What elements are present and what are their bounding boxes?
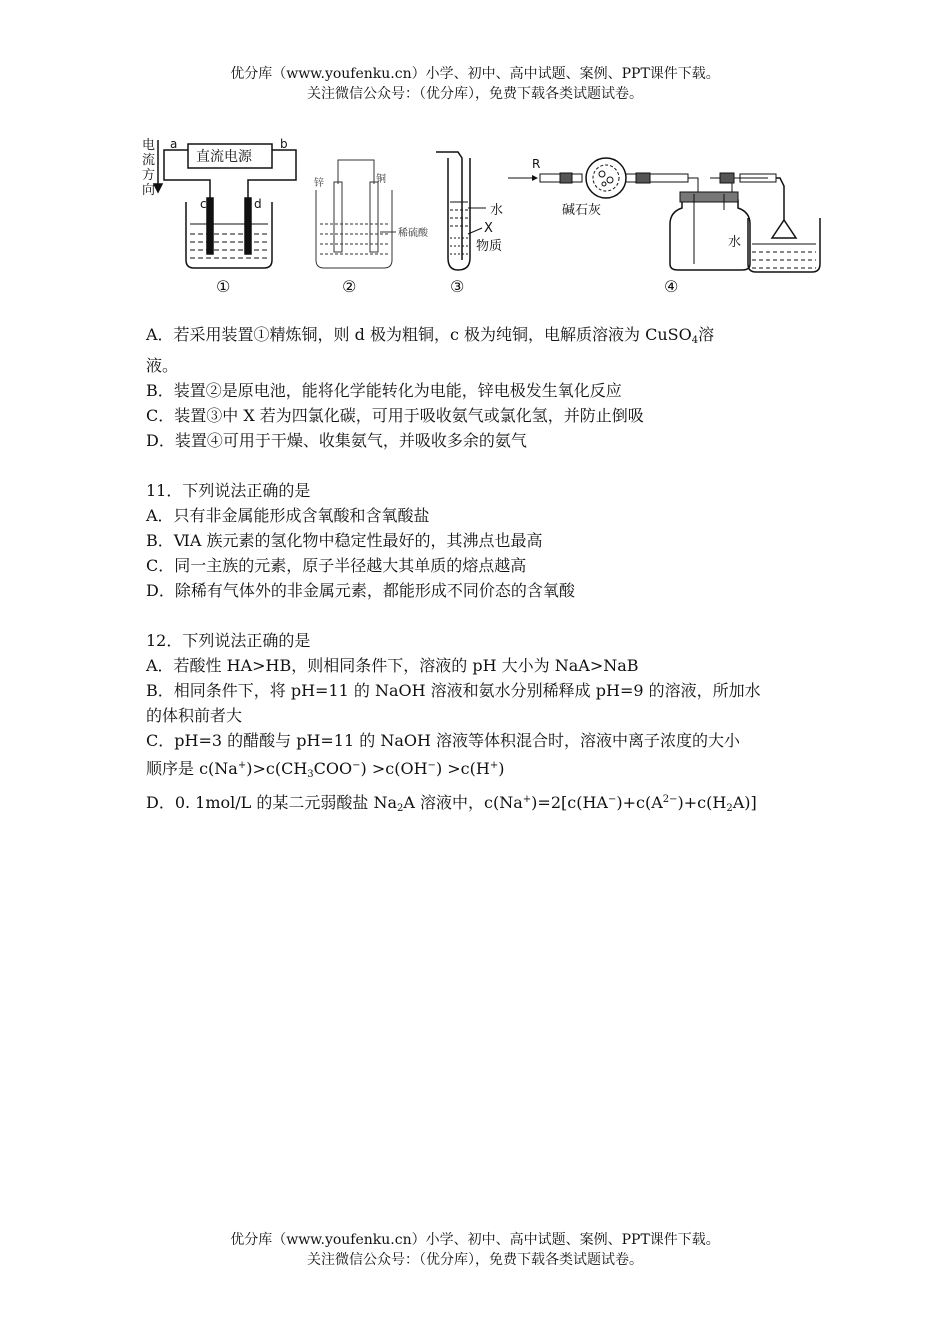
beaker-2 (316, 190, 392, 268)
question-content (146, 322, 816, 821)
q11-option-d: D．除稀有气体外的非金属元素，都能形成不同价态的含氧酸 (146, 581, 575, 600)
apparatus-2 (314, 160, 429, 268)
delivery-tube (436, 152, 462, 260)
water-label-2: 水 (728, 235, 742, 250)
q10-option-d: D．装置④可用于干燥、收集氨气，并吸收多余的氨气 (146, 431, 527, 450)
q12-option-d: D．0. 1mol/L 的某二元弱酸盐 $Na_2A$ 溶液中，$c(Na^+)=2[c(HA^-)+c(A^{2-})+c(H_2A)]$ (146, 793, 757, 814)
q12-option-b: B．相同条件下，将 pH=11 的 NaOH 溶液和氨水分别稀释成 pH=9 的溶液，所加水 (146, 681, 761, 700)
q10-option-a-cont: 液。 (146, 356, 179, 375)
footer-line-2: 关注微信公众号：（优分库），免费下载各类试题试卷。 (307, 1252, 643, 1268)
footer-line-1: 优分库（www.youfenku.cn）小学、初中、高中试题、案例、PPT课件下载。 (230, 1232, 720, 1248)
current-dir-char-4: 向 (142, 183, 156, 198)
apparatus-figure (136, 128, 826, 303)
q12-stem: 12．下列说法正确的是 (146, 631, 311, 650)
connector-tube (626, 174, 688, 182)
power-supply-label: 直流电源 (196, 149, 252, 165)
gas-r-label: R (532, 157, 541, 171)
outlet-tube (776, 178, 784, 220)
bottle-stopper (680, 192, 738, 202)
current-arrow-head (154, 184, 162, 192)
current-dir-char-1: 电 (142, 138, 156, 153)
page-header (0, 64, 950, 104)
q12-option-c: C．pH=3 的醋酸与 pH=11 的 NaOH 溶液等体积混合时，溶液中离子浓度的大小 (146, 731, 741, 750)
caption-1: ① (216, 277, 231, 296)
apparatus-3 (436, 152, 503, 270)
test-tube (448, 158, 470, 270)
caption-2: ② (342, 277, 357, 296)
q10-option-c: C．装置③中 X 若为四氯化碳，可用于吸收氨气或氯化氢，并防止倒吸 (146, 406, 644, 425)
electrode-d (245, 198, 251, 254)
current-dir-char-2: 流 (142, 153, 156, 168)
stopper-2 (720, 173, 734, 183)
cell-wire (338, 160, 374, 184)
apparatus-1 (142, 137, 296, 268)
q11-option-a: A．只有非金属能形成含氧酸和含氧酸盐 (146, 506, 430, 525)
terminal-a-label: a (170, 137, 178, 151)
stopper-1 (560, 173, 572, 183)
electrode-c (207, 198, 213, 254)
header-line-1: 优分库（www.youfenku.cn）小学、初中、高中试题、案例、PPT课件下载。 (230, 66, 720, 82)
zinc-electrode (334, 182, 342, 252)
electrode-d-label: d (254, 197, 262, 211)
q10-option-a: A．若采用装置①精炼铜，则 d 极为粗铜，c 极为纯铜，电解质溶液为 CuSO$_4$溶 (146, 325, 715, 346)
current-dir-char-3: 方 (142, 168, 156, 183)
substance-label: 物质 (476, 239, 503, 254)
header-line-2: 关注微信公众号：（优分库），免费下载各类试题试卷。 (307, 86, 643, 102)
caption-3: ③ (450, 277, 465, 296)
electrode-c-label: c (200, 197, 207, 211)
q10-option-b: B．装置②是原电池，能将化学能转化为电能，锌电极发生氧化反应 (146, 381, 622, 400)
q11-option-c: C．同一主族的元素，原子半径越大其单质的熔点越高 (146, 556, 527, 575)
acid-label: 稀硫酸 (398, 228, 428, 239)
x-label: X (484, 221, 493, 236)
water-label: 水 (490, 203, 504, 218)
copper-label: 铜 (376, 174, 386, 185)
beaker-4 (748, 218, 820, 272)
inverted-funnel (772, 220, 796, 238)
terminal-b-label: b (280, 137, 288, 151)
q12-option-c-cont: 顺序是 $c(Na^+)>c(CH_3COO^-) >c(OH^-) >c(H^+)$ (146, 759, 505, 780)
copper-electrode (370, 182, 378, 252)
zinc-label: 锌 (314, 178, 324, 189)
apparatus-4 (508, 157, 820, 272)
page-footer (0, 1230, 950, 1270)
q11-option-b: B．ⅥA 族元素的氢化物中稳定性最好的，其沸点也最高 (146, 531, 543, 550)
soda-lime-label: 碱石灰 (562, 203, 602, 218)
q12-option-a: A．若酸性 HA>HB，则相同条件下，溶液的 pH 大小为 NaA>NaB (146, 656, 639, 675)
q12-option-b-cont: 的体积前者大 (146, 706, 243, 725)
caption-4: ④ (664, 277, 679, 296)
q11-stem: 11．下列说法正确的是 (146, 481, 311, 500)
drying-bulb (586, 158, 626, 198)
